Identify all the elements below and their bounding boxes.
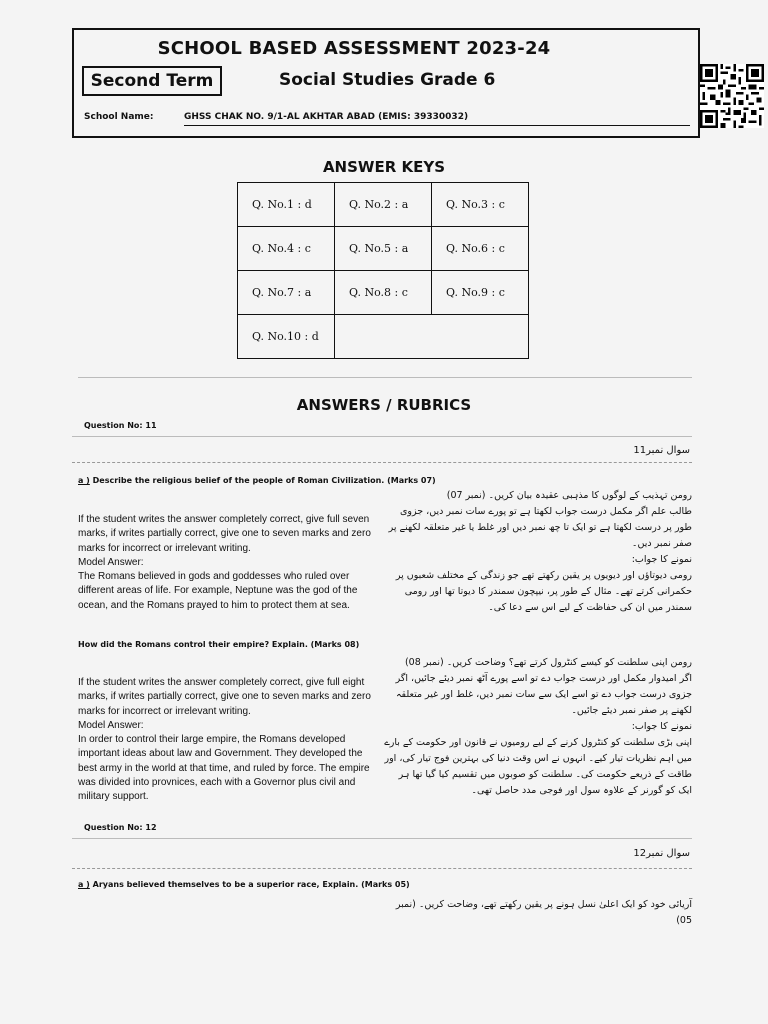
- answer-key-cell: Q. No.5 : a: [335, 227, 432, 271]
- table-row: [238, 315, 529, 359]
- answer-keys-title: ANSWER KEYS: [322, 158, 446, 176]
- answer-key-cell: Q. No.9 : c: [432, 271, 529, 315]
- part-a-marker: a ): [78, 476, 90, 485]
- part-a-marker: a ): [78, 880, 90, 889]
- answer-key-cell: Q. No.1 : d: [238, 183, 335, 227]
- table-row: [238, 271, 529, 315]
- answer-key-cell: Q. No.10 : d: [238, 315, 335, 359]
- question-11-part-a: [78, 476, 436, 485]
- rubric-paragraph: If the student writes the answer completely correct, give full seven marks, if writes partially correct, give one to seven marks and zero marks for incorrect or irrelevant writing.: [78, 514, 371, 554]
- answer-key-cell: Q. No.6 : c: [432, 227, 529, 271]
- qr-code-icon: [700, 64, 764, 128]
- school-name-value: GHSS CHAK NO. 9/1-AL AKHTAR ABAD (EMIS: 39330032): [184, 112, 690, 126]
- rubric-paragraph: If the student writes the answer completely correct, give full eight marks, if writes partially correct, give one to seven marks and zero marks for incorrect or irrelevant writing.: [78, 677, 371, 717]
- urdu-paragraph: نمونے کا جواب:: [631, 721, 692, 732]
- empty-cell: [335, 315, 529, 359]
- urdu-paragraph: طالب علم اگر مکمل درست جواب لکھتا ہے تو پورے سات نمبر دیں، جزوی طور پر درست لکھتا ہے تو ایک تا چھ نمبر دیں اور غلط یا غیر متعلقہ لکھنے پر صفر نمبر دیں۔: [388, 506, 692, 549]
- model-answer-text: The Romans believed in gods and goddesses who ruled over different areas of life. For example, Neptune was the god of the ocean, and the Romans prayed to him to protect them at sea.: [78, 571, 358, 611]
- divider: [72, 462, 692, 463]
- answer-key-cell: Q. No.2 : a: [335, 183, 432, 227]
- question-11b-urdu-text: [384, 655, 692, 799]
- model-answer-label: Model Answer:: [78, 719, 144, 731]
- part-b-question: How did the Romans control their empire? Explain. (Marks 08): [78, 640, 360, 649]
- question-11-part-b: [78, 640, 359, 649]
- model-answer-text: In order to control their large empire, the Romans developed important ideas about law and Government. They developed the best army in the world at that time, and ruled by force. The empire was divided into provnices, each with a Governor plus civil and military support.: [78, 734, 370, 803]
- urdu-paragraph: آریائی خود کو ایک اعلیٰ نسل ہونے پر یقین رکھتے تھے، وضاحت کریں۔ (نمبر 05): [395, 899, 692, 926]
- table-row: [238, 227, 529, 271]
- model-answer-label: Model Answer:: [78, 556, 144, 568]
- subject-title: Social Studies Grade 6: [279, 70, 496, 90]
- school-name-label: School Name:: [84, 112, 154, 122]
- divider: [72, 868, 692, 869]
- rubrics-title: ANSWERS / RUBRICS: [296, 396, 472, 414]
- part-a-question: Describe the religious belief of the people of Roman Civilization. (Marks 07): [89, 476, 436, 485]
- answer-key-cell: Q. No.8 : c: [335, 271, 432, 315]
- urdu-paragraph: رومن تہذیب کے لوگوں کا مذہبی عقیدہ بیان کریں۔ (نمبر 07): [446, 490, 692, 501]
- question-11a-urdu-text: [384, 488, 692, 616]
- question-11b-english-text: [78, 676, 380, 805]
- question-12-urdu-label: سوال نمبر12: [633, 848, 690, 859]
- divider: [78, 377, 692, 378]
- urdu-paragraph: اپنی بڑی سلطنت کو کنٹرول کرنے کے لیے رومیوں نے قانون اور حکومت کے بارے میں اہم نظریات تیار کیے۔ انہوں نے اس وقت دنیا کی بہترین فوج تیار کی، اور طاقت کے ذریعے حکومت کی۔ سلطنت کو صوبوں میں تقسیم کیا گیا تھا ہر ایک کو گورنر کے علاوہ سول اور فوجی مدد حاصل تھی۔: [384, 737, 692, 796]
- answer-key-cell: Q. No.3 : c: [432, 183, 529, 227]
- question-12-part-a: [78, 880, 410, 889]
- answer-key-cell: Q. No.7 : a: [238, 271, 335, 315]
- divider: [72, 838, 692, 839]
- question-11-label: Question No: 11: [84, 421, 157, 430]
- urdu-paragraph: رومی دیوتاؤں اور دیویوں پر یقین رکھتے تھے جو زندگی کے مختلف شعبوں پر حکمرانی کرتے تھے۔ مثال کے طور پر، نیپچون سمندر کا دیوتا تھا اور رومی سمندر میں ان کی حفاظت کے لیے اس سے دعا کی۔: [395, 570, 692, 613]
- term-box: Second Term: [82, 66, 222, 96]
- answer-keys-table: [237, 182, 529, 359]
- assessment-title: SCHOOL BASED ASSESSMENT 2023-24: [157, 38, 551, 59]
- part-a-question: Aryans believed themselves to be a superior race, Explain. (Marks 05): [89, 880, 410, 889]
- question-12a-urdu-text: [384, 897, 692, 929]
- urdu-paragraph: اگر امیدوار مکمل اور درست جواب دے تو اسے پورے آٹھ نمبر دیئے جائیں، اگر جزوی درست جواب دے تو اسے ایک سے سات نمبر دیں، غلط اور غیر متعلقہ لکھنے پر صفر نمبر دیئے جائیں۔: [395, 673, 692, 716]
- assessment-header: [72, 28, 700, 138]
- answer-key-cell: Q. No.4 : c: [238, 227, 335, 271]
- question-11a-english-text: [78, 513, 380, 613]
- divider: [72, 436, 692, 437]
- table-row: [238, 183, 529, 227]
- question-11-urdu-label: سوال نمبر11: [633, 445, 690, 456]
- urdu-paragraph: رومن اپنی سلطنت کو کیسے کنٹرول کرتے تھے؟ وضاحت کریں۔ (نمبر 08): [404, 657, 692, 668]
- urdu-paragraph: نمونے کا جواب:: [631, 554, 692, 565]
- question-12-label: Question No: 12: [84, 823, 157, 832]
